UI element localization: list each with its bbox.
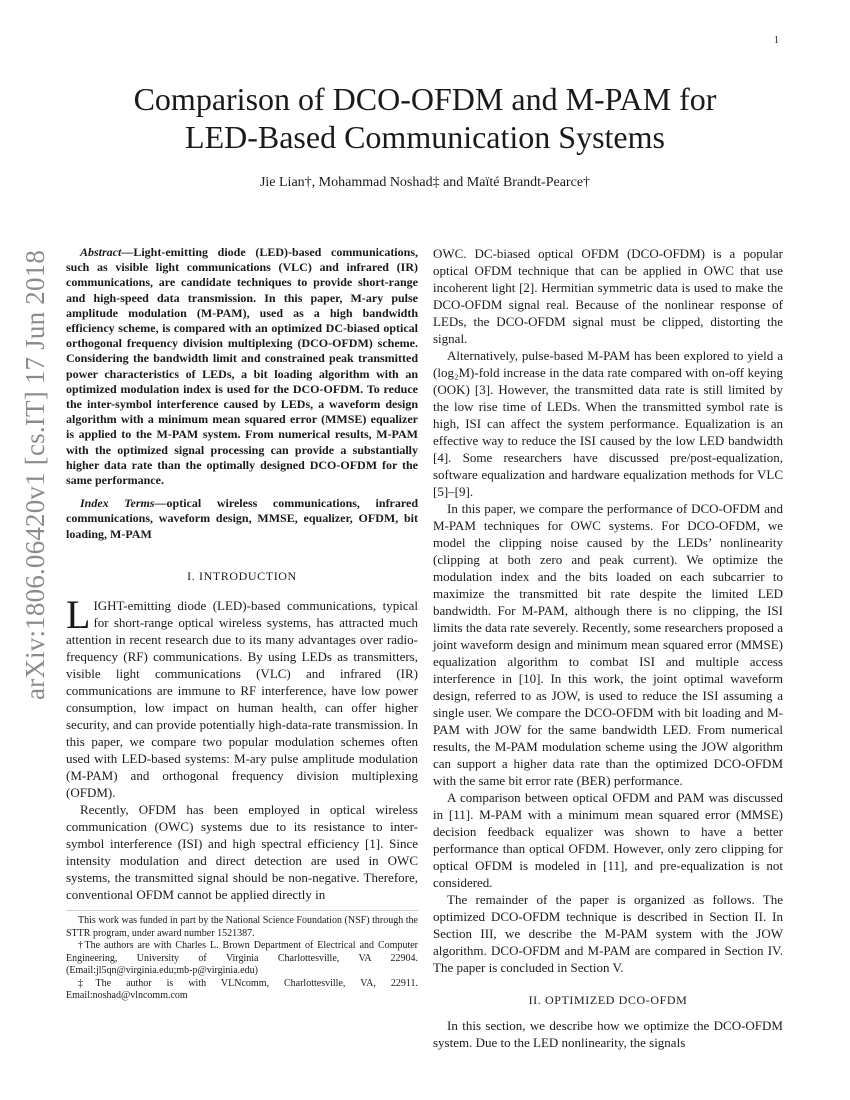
footnote-funding: This work was funded in part by the National Science Foundation (NSF) through the STTR program, under award number 1521387.: [66, 915, 418, 939]
arxiv-stamp: arXiv:1806.06420v1 [cs.IT] 17 Jun 2018: [20, 249, 50, 700]
intro-paragraph-1: [66, 591, 418, 801]
right-column: [433, 245, 783, 1051]
footnote-affiliation-1: †The authors are with Charles L. Brown Department of Electrical and Computer Engineering, University of Virginia Charlottesville, VA 22904. (Email:jl5qn@virginia.edu;mb-p@virginia.edu): [66, 940, 418, 976]
abstract-text: —Light-emitting diode (LED)-based communications, such as visible light communications (VLC) and infrared (IR) communications, are candidate techniques to provide short-range and high-speed data transmission. In this paper, M-ary pulse amplitude modulation (M-PAM), used as a high bandwidth efficiency scheme, is compared with an optimized DC-biased optical orthogonal frequency division multiplexing (DCO-OFDM) scheme. Considering the bandwidth limit and constrained peak transmitted power characteristics of LEDs, a bit loading algorithm with an optimized modulation index is used for the DCO-OFDM. To reduce the inter-symbol interference caused by LEDs, a waveform design algorithm with a minimum mean squared error (MMSE) equalizer is applied to the M-PAM system. From numerical results, M-PAM with the optimized signal processing can provide a substantially higher data rate than the optimally designed DCO-OFDM for the same performance.: [66, 245, 418, 488]
intro-paragraph-6: The remainder of the paper is organized as follows. The optimized DCO-OFDM technique is described in Section II. In Section III, we describe the M-PAM system with the JOW algorithm. DCO-OFDM and M-PAM are compared in Section IV. The paper is concluded in Section V.: [433, 892, 783, 975]
intro-paragraph-2: Recently, OFDM has been employed in optical wireless communication (OWC) systems due to its resistance to inter-symbol interference (ISI) and high spectral efficiency [1]. Since intensity modulation and direct detection are used in OWC systems, the transmitted signal should be non-negative. Therefore, conventional OFDM cannot be applied directly in: [66, 801, 418, 902]
intro-paragraph-1-text: IGHT-emitting diode (LED)-based communications, typical for short-range optical wireless systems, has attracted much attention in recent research due to its many advantages over radio-frequency (RF) communications. By using LEDs as transmitters, visible light communications (VLC) and infrared (IR) communications are immune to RF interference, have low power consumption, low impact on human health, can offer higher security, and can provide potentially high-data-rate transmission. In this paper, we compare two popular modulation schemes often used with LED-based systems: M-ary pulse amplitude modulation (M-PAM) and orthogonal frequency division multiplexing (OFDM).: [66, 597, 418, 800]
section-heading-introduction: I. INTRODUCTION: [187, 568, 297, 583]
author-list: Jie Lian†, Mohammad Noshad‡ and Maïté Brandt-Pearce†: [259, 175, 591, 190]
title-line-2: LED-Based Communication Systems: [185, 119, 665, 155]
intro-paragraph-5: A comparison between optical OFDM and PAM was discussed in [11]. M-PAM with a minimum mean squared error (MMSE) decision feedback equalizer was shown to have a better performance than optical OFDM. However, only zero clipping for optical OFDM is modeled in [11], and pre-equalization is not considered.: [433, 790, 783, 890]
index-terms-label: Index Terms: [80, 496, 155, 511]
drop-cap: L: [66, 591, 91, 637]
title-line-1: Comparison of DCO-OFDM and M-PAM for: [133, 81, 717, 117]
intro-paragraph-4: In this paper, we compare the performance of DCO-OFDM and M-PAM techniques for OWC systems. For DCO-OFDM, we model the clipping noise caused by the LEDs’ nonlinearity (clipping at both zero and peak current). We optimize the modulation index and the bits loaded on each subcarrier to maximize the transmitted bit rate despite the limited LED bandwidth. For M-PAM, although there is no clipping, the ISI limits the data rate severely. Recently, some researchers proposed a joint waveform design and minimum mean squared error (MMSE) equalization algorithm to combat ISI and multiple access interference in [10]. In this work, the joint optimal waveform design, referred to as JOW, is used to reduce the ISI assuming a single user. We compare the DCO-OFDM with bit loading and M-PAM with JOW for the same bandwidth LED. From numerical results, the M-PAM modulation scheme using the JOW algorithm can support a higher data rate than the optimized DCO-OFDM with the same bit error rate (BER) performance.: [433, 501, 783, 788]
section2-paragraph-1: In this section, we describe how we optimize the DCO-OFDM system. Due to the LED nonlinearity, the signals: [433, 1018, 783, 1050]
paper-title: [60, 80, 790, 156]
footnotes: [66, 910, 418, 1003]
intro-paragraph-2-continued: OWC. DC-biased optical OFDM (DCO-OFDM) is a popular optical OFDM technique that can be applied in OWC that use incoherent light [2]. Hermitian symmetric data is used to make the DCO-OFDM signal real. Because of the nonlinear response of LEDs, the DCO-OFDM signal must be clipped, distorting the signal.: [433, 246, 783, 346]
left-column: [66, 245, 418, 903]
abstract-label: Abstract: [80, 245, 122, 259]
index-terms: [66, 496, 418, 542]
page-number: 1: [774, 35, 779, 46]
section-heading-optimized-dco-ofdm: II. OPTIMIZED DCO-OFDM: [528, 993, 688, 1007]
abstract: [66, 245, 418, 488]
footnote-affiliation-2: ‡The author is with VLNcomm, Charlottesville, VA, 22911. Email:noshad@vlncomm.com: [66, 977, 418, 1001]
index-terms-text: —optical wireless communications, infrared communications, waveform design, MMSE, equalizer, OFDM, bit loading, M-PAM: [66, 496, 418, 541]
intro-paragraph-3: Alternatively, pulse-based M-PAM has been explored to yield a (log₂M)-fold increase in the data rate compared with on-off keying (OOK) [3]. However, the transmitted data rate is still limited by the low rise time of LEDs. When the transmitted symbol rate is high, ISI can affect the system performance. Equalization is an effective way to reduce the ISI caused by the low LED bandwidth [4]. Some researchers have discussed pre/post-equalization, software equalization and hardware equalization methods for VLC [5]–[9].: [433, 348, 783, 499]
